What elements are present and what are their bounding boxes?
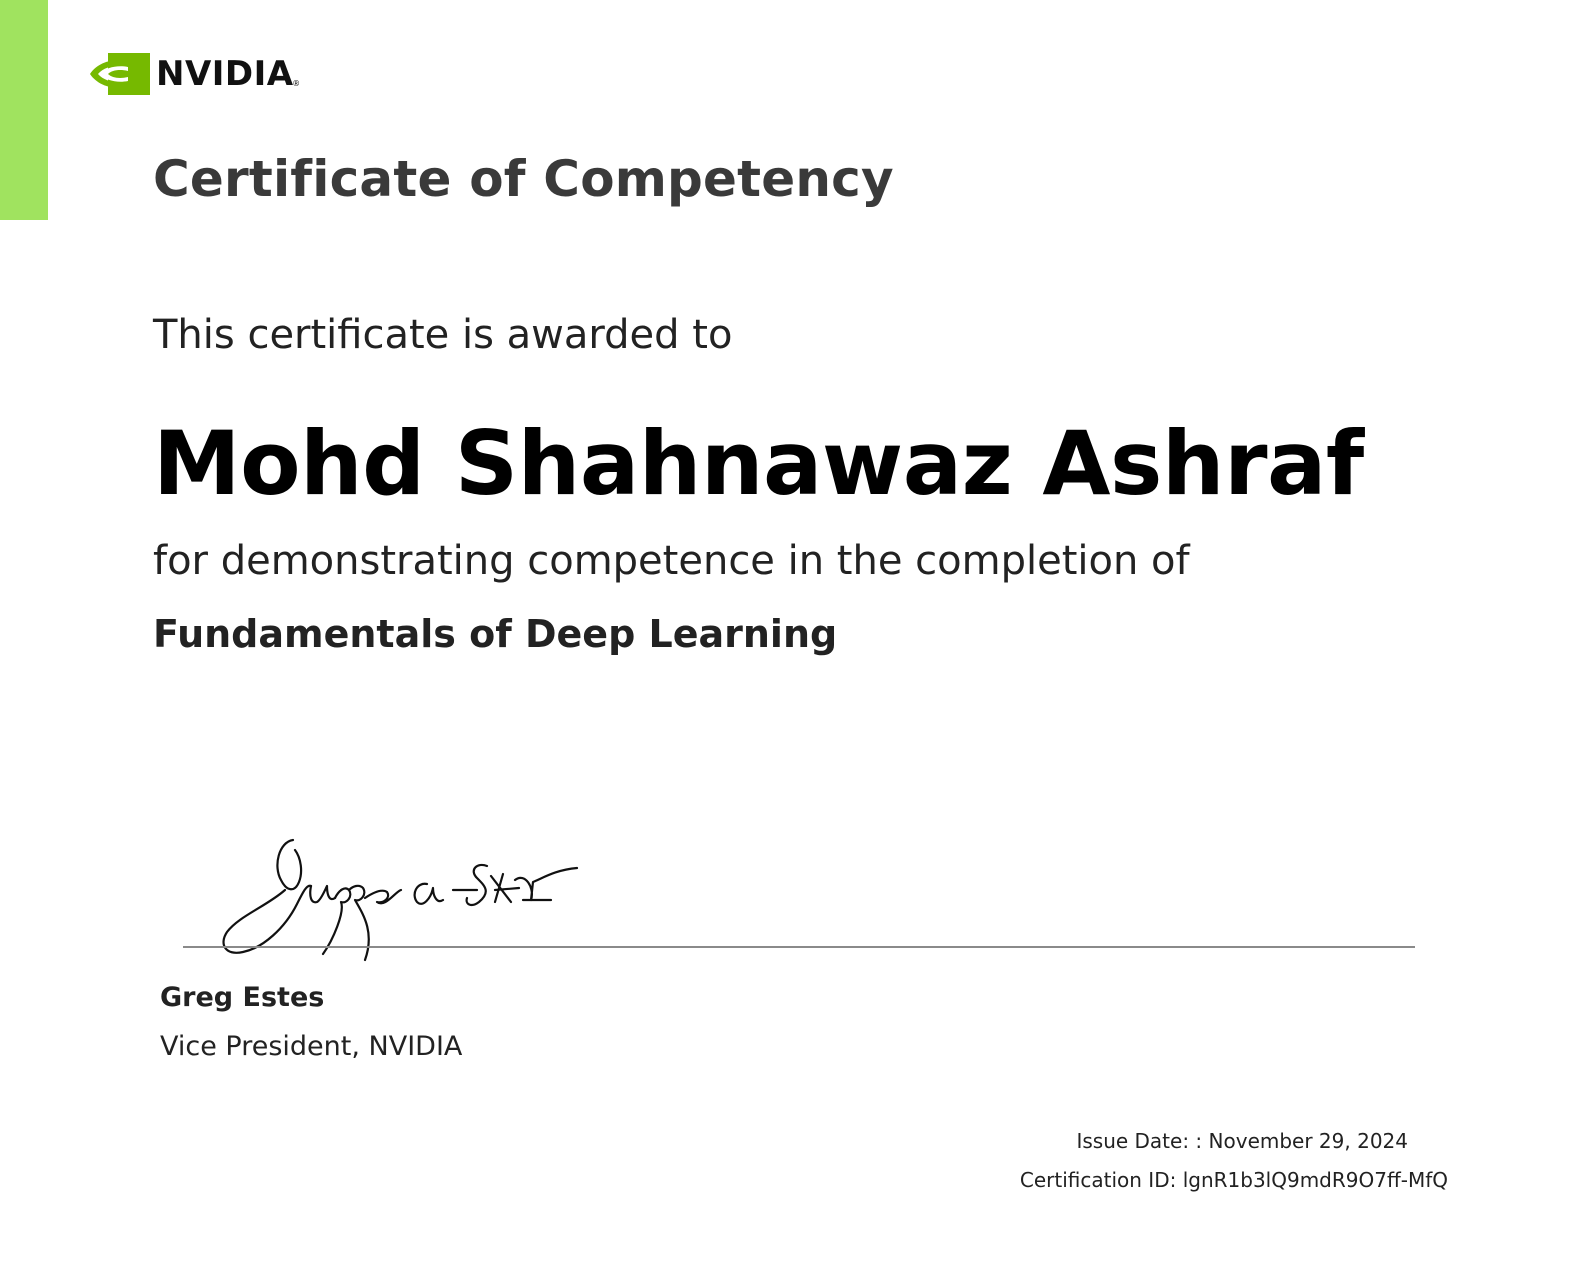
nvidia-wordmark [156,54,301,94]
certification-id-label: Certification ID: [1019,1168,1177,1192]
certification-id [1020,1168,1448,1192]
signer-title: Vice President, NVIDIA [160,1031,463,1062]
awarded-text: This certificate is awarded to [153,312,733,358]
signature-line [183,946,1415,948]
accent-bar [0,0,48,220]
issue-date [1076,1129,1408,1153]
recipient-name: Mohd Shahnawaz Ashraf [153,412,1364,515]
issue-date-label: Issue Date: : [1076,1129,1203,1153]
completion-text: for demonstrating competence in the completion of [153,538,1190,584]
logo-text: NVIDIA [156,54,294,94]
issue-date-value: November 29, 2024 [1208,1129,1408,1153]
certificate-title: Certificate of Competency [153,150,894,208]
signature-image [215,832,585,962]
course-name: Fundamentals of Deep Learning [153,612,838,656]
nvidia-logo [88,52,301,96]
registered-mark: ® [292,79,301,88]
certification-id-value: lgnR1b3lQ9mdR9O7ff-MfQ [1182,1168,1448,1192]
nvidia-eye-icon [88,53,150,95]
signer-name: Greg Estes [160,982,325,1013]
